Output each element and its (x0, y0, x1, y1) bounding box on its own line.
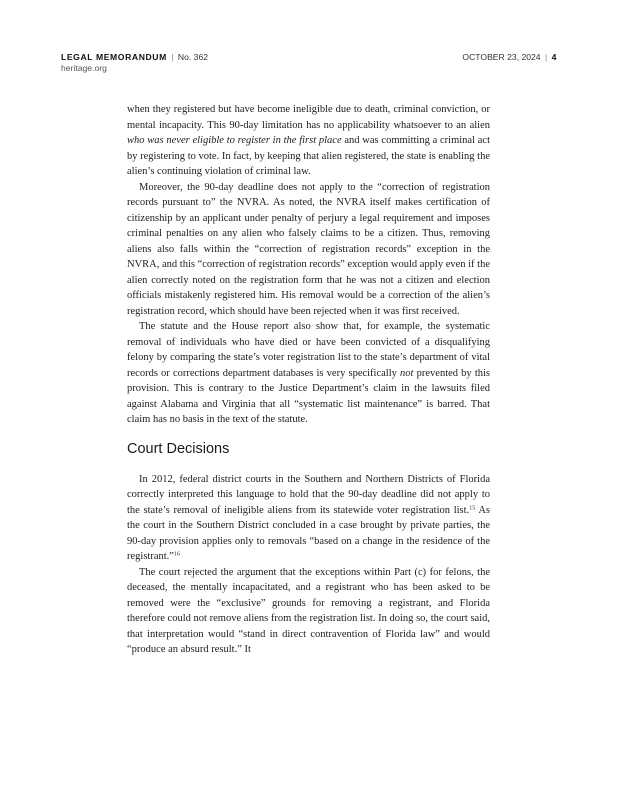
series-title: LEGAL MEMORANDUM (61, 52, 167, 62)
memo-date: OCTOBER 23, 2024 (462, 52, 541, 62)
paragraph-3-text-b: prevented by this provision. This is contrary to the Justice Department’s claim in the lawsuits filed against Alabama and Virginia that all “systematic list maintenance” is barred. That claim has no basis in the text of the statute. (127, 367, 490, 425)
paragraph-1-text-a: when they registered but have become ineligible due to death, criminal conviction, or mental incapacity. This 90-day limitation has no applicability whatsoever to an alien (127, 104, 490, 131)
header-separator: | (171, 52, 174, 62)
header-separator-right: | (544, 52, 548, 62)
footnote-ref-15[interactable]: 15 (469, 505, 476, 511)
paragraph-3-emphasis: not (400, 367, 414, 379)
paragraph-5: The court rejected the argument that the exceptions within Part (c) for felons, the deceased, the mentally incapacitated, and a registrant who has been asked to be removed were the “exclusive” grounds for removing a registrant, and Florida therefore could not remove aliens from the registration list. In doing so, the court said, that interpretation would “stand in direct contravention of Florida law” and would “produce an absurd result.” It (127, 566, 490, 655)
paragraph-4 (127, 472, 490, 565)
memo-number: No. 362 (177, 52, 209, 62)
paragraph-3 (127, 319, 490, 428)
paragraph-3-text-a: The statute and the House report also show that, for example, the systematic removal of individuals who have died or have been convicted of a disqualifying felony by comparing the state’s voter registration list to the state’s department of vital records or corrections department databases is very specifically (127, 321, 490, 379)
paragraph-4-text-a: In 2012, federal district courts in the Southern and Northern Districts of Florida correctly interpreted this language to hold that the 90-day deadline did not apply to the state’s removal of ineligible aliens from its statewide voter registration list. (127, 473, 490, 516)
header-right (462, 52, 557, 63)
paragraph-1-text-b: and was committing a criminal act by registering to vote. In fact, by keeping that alien registered, the state is enabling the alien’s continuing violation of criminal law. (127, 135, 490, 177)
footnote-ref-16[interactable]: 16 (173, 551, 180, 558)
paragraph-1 (127, 102, 490, 180)
site-link[interactable]: heritage.org (61, 63, 107, 73)
paragraph-4-text-b: As the court in the Southern District concluded in a case brought by private parties, the 90-day provision applies only to removals “based on a change in the residence of the registrant.” (127, 504, 491, 562)
paragraph-2: Moreover, the 90-day deadline does not apply to the “correction of registration records pursuant to” the NVRA. As noted, the NVRA itself makes certification of citizenship by an applicant under penalty of perjury a legal requirement and imposes criminal penalties on any alien who falsely claims to be a citizen. Thus, removing aliens also falls within the “correction of registration records” exception in the NVRA, and this “correction of registration records” exception would apply even if the alien correctly noted on the registration form that he was not a citizen and election officials mistakenly registered him. His removal would be a correction of the alien’s registration record, which should have been rejected when it was first received. (127, 181, 491, 317)
section-heading: Court Decisions (127, 440, 230, 457)
header-left (61, 52, 208, 74)
article-body (127, 102, 490, 658)
page-number: 4 (551, 52, 557, 62)
paragraph-1-emphasis: who was never eligible to register in the first place (127, 135, 342, 146)
